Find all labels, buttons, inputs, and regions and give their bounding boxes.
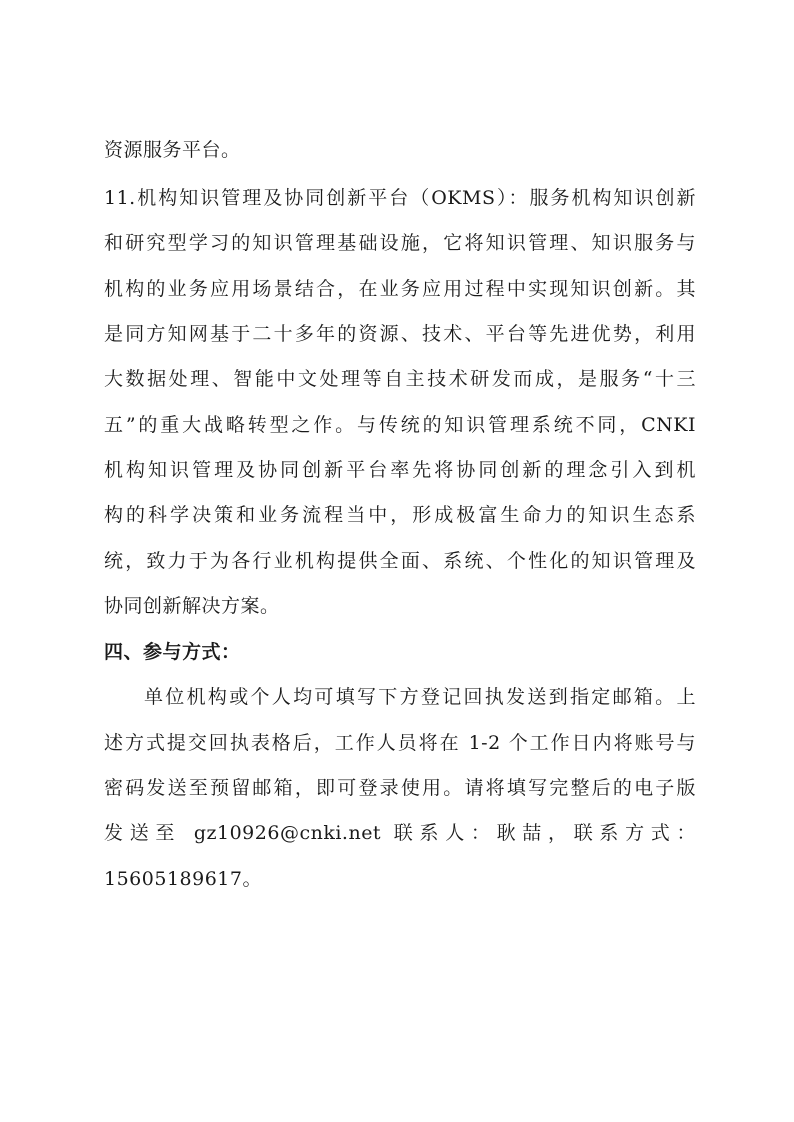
item-11-line-8: 构的科学决策和业务流程当中，形成极富生命力的知识生态系 <box>104 504 696 526</box>
item-11-line-1: 11.机构知识管理及协同创新平台（OKMS）：服务机构知识创新 <box>104 187 696 209</box>
item-11-line-2: 和研究型学习的知识管理基础设施，它将知识管理、知识服务与 <box>104 232 696 254</box>
section-4-line-5: 15605189617。 <box>104 868 262 890</box>
section-4-heading: 四、参与方式： <box>104 641 241 663</box>
item-11-line-3: 机构的业务应用场景结合，在业务应用过程中实现知识创新。其 <box>104 278 696 300</box>
item-11-line-5: 大数据处理、智能中文处理等自主技术研发而成，是服务“十三 <box>104 368 696 390</box>
item-11-line-4: 是同方知网基于二十多年的资源、技术、平台等先进优势，利用 <box>104 323 696 345</box>
item-11-line-10: 协同创新解决方案。 <box>104 595 280 617</box>
section-4-line-2: 述方式提交回执表格后，工作人员将在 1-2 个工作日内将账号与 <box>104 732 696 754</box>
paragraph-continuation: 资源服务平台。 <box>104 139 241 161</box>
item-11-line-6: 五”的重大战略转型之作。与传统的知识管理系统不同，CNKI <box>104 414 696 436</box>
section-4-line-1: 单位机构或个人均可填写下方登记回执发送到指定邮箱。上 <box>144 686 696 708</box>
section-4-line-4: 发送至 gz10926@cnki.net 联系人：耿喆，联系方式： <box>104 822 696 844</box>
item-11-line-7: 机构知识管理及协同创新平台率先将协同创新的理念引入到机 <box>104 459 696 481</box>
section-4-line-3: 密码发送至预留邮箱，即可登录使用。请将填写完整后的电子版 <box>104 777 696 799</box>
item-11-line-9: 统，致力于为各行业机构提供全面、系统、个性化的知识管理及 <box>104 550 696 572</box>
